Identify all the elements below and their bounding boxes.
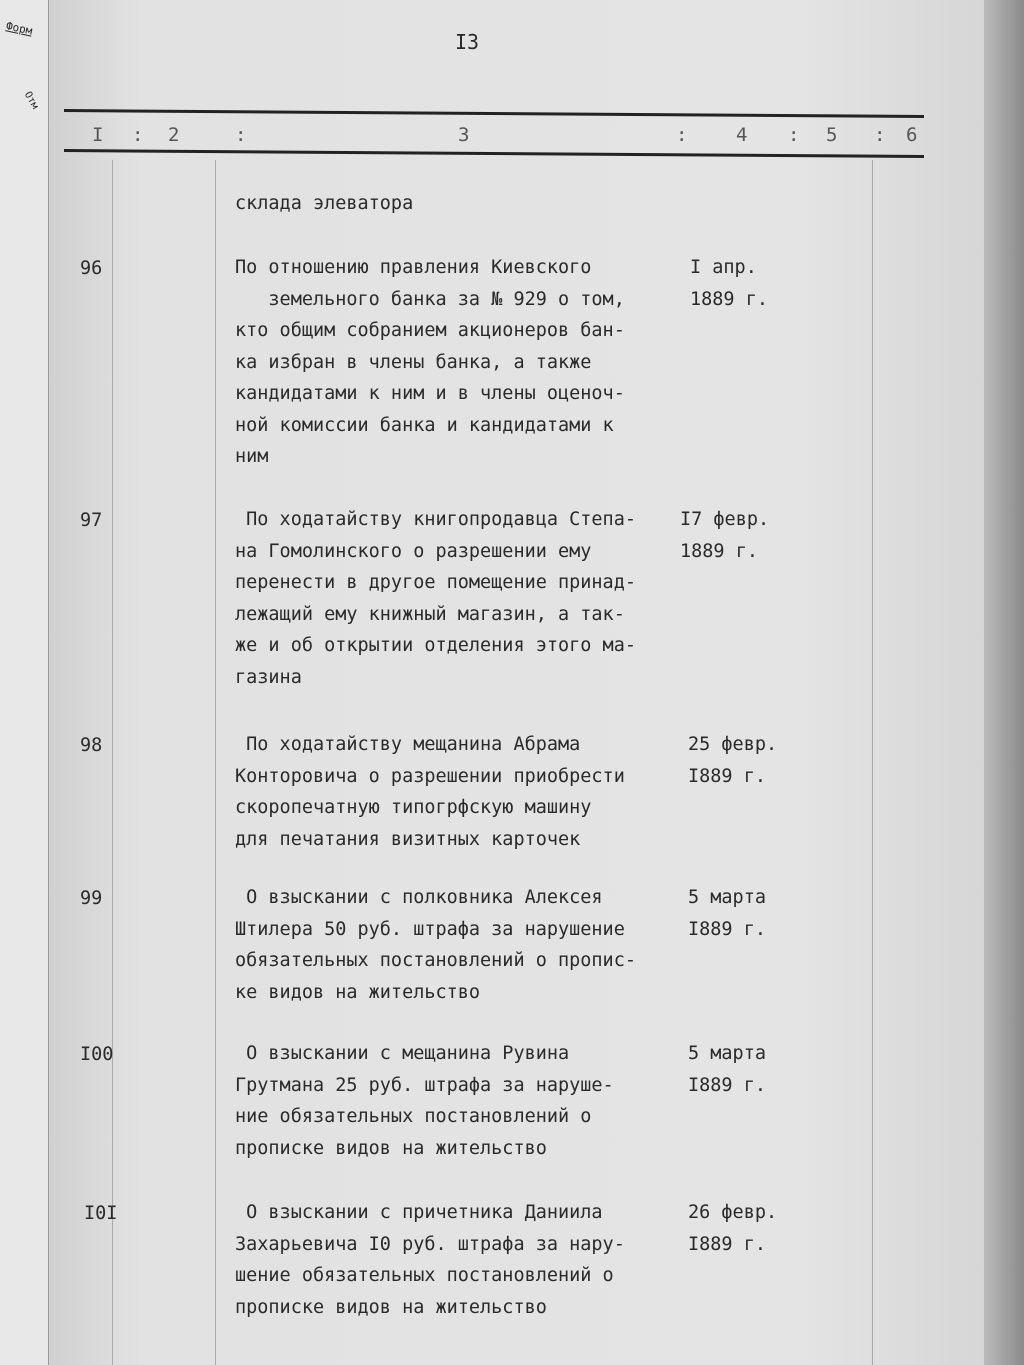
- col-sep: :: [788, 124, 800, 146]
- entry-number: 97: [80, 510, 103, 531]
- entry-date: I7 февр. 1889 г.: [680, 509, 770, 562]
- entry-number: 99: [80, 888, 103, 909]
- edge-label: Форм: [4, 19, 34, 38]
- page-shadow: [984, 0, 1024, 1365]
- column-rule: [112, 160, 113, 1365]
- col-header-5: 5: [826, 124, 838, 146]
- col-header-6: 6: [906, 124, 918, 146]
- entry-text: О взыскании с мещанина Рувина Грутмана 25 руб. штрафа за наруше- ние обязательных постановлений о прописке видов на жительство: [235, 1043, 614, 1159]
- entry-number: 98: [80, 735, 103, 756]
- entry-number: 96: [80, 258, 103, 279]
- entry-date: 25 февр. I889 г.: [688, 734, 778, 787]
- entry-date: I апр. 1889 г.: [690, 257, 768, 310]
- edge-label: Отм: [21, 89, 41, 112]
- entry-number: I00: [80, 1044, 114, 1065]
- entry-text: По отношению правления Киевского земельного банка за № 929 о том, кто общим собранием акционеров бан- ка избран в члены банка, а также кандидатами к ним и в члены оценоч- ной комиссии банка и кандидатами к ним: [235, 257, 625, 467]
- col-sep: :: [874, 124, 886, 146]
- entry-date: 5 марта I889 г.: [688, 887, 766, 940]
- entry-number: I0I: [84, 1203, 118, 1224]
- col-header-1: I: [92, 124, 104, 146]
- entry-text: О взыскании с причетника Даниила Захарьевича I0 руб. штрафа за нару- шение обязательных постановлений о прописке видов на жительство: [235, 1202, 625, 1318]
- continuation-text: склада элеватора: [235, 193, 414, 214]
- col-header-3: 3: [458, 124, 470, 146]
- col-sep: :: [132, 124, 144, 146]
- col-sep: :: [235, 124, 247, 146]
- entry-text: По ходатайству мещанина Абрама Конторовича о разрешении приобрести скоропечатную типогрфскую машину для печатания визитных карточек: [235, 734, 625, 850]
- entry-text: По ходатайству книгопродавца Степа- на Гомолинского о разрешении ему перенести в другое помещение принад- лежащий ему книжный магазин, а так- же и об открытии отделения этого ма- газина: [235, 509, 636, 688]
- page-number: I3: [455, 30, 480, 54]
- column-rule: [215, 160, 216, 1365]
- entry-date: 26 февр. I889 г.: [688, 1202, 778, 1255]
- col-header-4: 4: [736, 124, 748, 146]
- adjacent-page-edge: [0, 0, 49, 1365]
- column-rule: [872, 160, 873, 1365]
- entry-text: О взыскании с полковника Алексея Штилера 50 руб. штрафа за нарушение обязательных постановлений о пропис- ке видов на жительство: [235, 887, 636, 1003]
- col-header-2: 2: [168, 124, 180, 146]
- entry-date: 5 марта I889 г.: [688, 1043, 766, 1096]
- col-sep: :: [676, 124, 688, 146]
